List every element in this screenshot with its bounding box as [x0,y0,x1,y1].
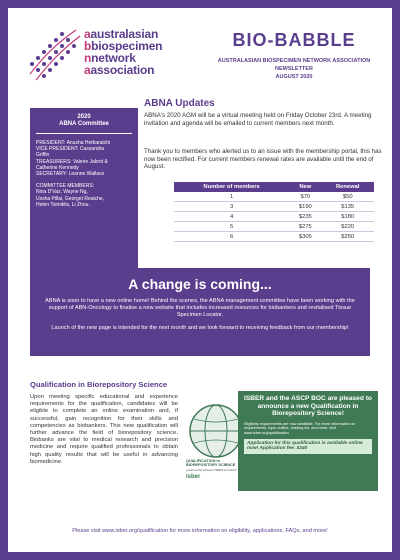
president: PRESIDENT: Anusha Hettiaratchi [36,140,111,146]
cell-new: $190 [289,202,321,212]
advert-panel [238,391,378,491]
newsletter-label: NEWSLETTER [275,66,313,72]
footer-link-text[interactable]: Please visit www.isber.org/qualification for more information on eligibility, applications, FAQs, and more! [72,528,328,534]
announcement-banner [30,268,370,356]
isber-logo: isber [186,474,201,481]
qualification-advert [184,391,378,491]
advert-headline: ISBER and the ASCP BOC are pleased to announce a new Qualification in Biorepository Science! [244,395,372,418]
membership-rates-table [174,182,374,242]
cell-renewal: $220 [321,222,374,232]
advert-badge-line-2: BIOREPOSITORY SCIENCE [186,463,236,468]
members-line-2: Ussha Pillai, Georget Reaiche, [36,195,105,202]
logo-line-4: association [90,63,155,77]
org-name: AUSTRALASIAN BIOSPECIMEN NETWORK ASSOCIATION [217,58,371,64]
cell-new: $70 [289,192,321,202]
portal-paragraph: Thank you to members who alerted us to an issue with the membership portal, this has now been rectified. For current members renewal rates are available until the end of August. [144,148,382,171]
committee-panel [30,108,138,274]
header-renewal: Renewal [321,182,374,192]
table-row [174,202,374,212]
cell-new: $305 [289,232,321,242]
table-row [174,222,374,232]
newsletter-title: BIO-BABBLE [232,30,356,50]
secretary: SECRETARY: Leanne Wallace [36,171,105,178]
treasurers-line-1: TREASURERS: Valerie Jakrot & [36,158,108,165]
qualification-heading: Qualification in Biorepository Science [30,380,168,389]
members-label: COMMITTEE MEMBERS: [36,183,95,190]
cell-members: 6 [174,232,289,242]
members-line-3: Helen Tsimiklis, Li Zhou. [36,201,90,208]
issue-date: AUGUST 2020 [275,74,313,80]
qualification-body: Upon meeting specific educational and experience requirements for the qualification, candidates will be eligible to complete an online examination and, if successful, gain recognition for their skills and competencies as biobankers. This new qualification will further advance the field of biorepository science. Biobanks are vital to medical research and precision medicine and require qualified professionals to obtain high quality results that will be useful in advancing biomedicine. [30,394,178,465]
banner-paragraph-2: Launch of the new page is intended for the next month and we look forward to receiving feedback from our membership! [51,325,349,331]
advert-badge-line-1: QUALIFICATION in [186,459,220,463]
cell-members: 4 [174,212,289,222]
advert-badge-tagline: a partnership between ISBER and ASCP [186,467,237,472]
banner-paragraph-1: ABNA is soon to have a new online home! Behind the scenes, the ABNA management committee have been working with the support of ABN-Oncology to finalise a new website that includes increased resources for biobankers and revitalised Tissue Specimen Locator. [45,298,355,318]
table-header-row [174,182,374,192]
vice-president-line-1: VICE PRESIDENT: Cassandra [36,146,105,153]
cell-new: $275 [289,222,321,232]
table-row [174,212,374,222]
logo-line-2: biospecimen [91,39,163,53]
table-row [174,232,374,242]
members-list [36,183,132,208]
cell-renewal: $250 [321,232,374,242]
dna-helix-icon [26,24,84,86]
committee-year: 2020 [77,114,91,120]
committee-heading: ABNA Committee [59,121,109,127]
logo-wordmark: aaustralasian bbiospecimen nnetwork aassociation [84,27,163,77]
cell-renewal: $180 [321,212,374,222]
cell-members: 1 [174,192,289,202]
header-new: New [289,182,321,192]
newsletter-page [8,8,392,552]
treasurers-line-2: Catherine Kennedy [36,164,79,171]
header-members: Number of members [174,182,289,192]
cell-new: $235 [289,212,321,222]
cell-members: 5 [174,222,289,232]
committee-divider [36,133,132,134]
logo-line-1: australasian [90,27,159,41]
banner-heading: A change is coming... [128,276,272,292]
agm-paragraph: ABNA's 2020 AGM will be a virtual meeting held on Friday October 23rd. A meeting invitation and agenda will be emailed to current members next month. [144,112,372,127]
advert-application: Application for this qualification is available online now! Application fee: $240 [244,439,372,454]
officers-list [36,140,132,177]
members-line-1: Nina D'Vaz, Wayne Ng, [36,189,88,196]
updates-heading: ABNA Updates [144,98,215,109]
advert-details: Eligibility requirements are now available. For more information on requirements, topic outline, reading list, and more, visit www.isber.org/qualification [244,421,356,435]
logo-line-3: network [91,51,136,65]
cell-renewal: $50 [321,192,374,202]
table-row [174,192,374,202]
cell-members: 3 [174,202,289,212]
abna-logo [26,24,186,86]
vice-president-line-2: Griffin [36,152,50,159]
cell-renewal: $135 [321,202,374,212]
